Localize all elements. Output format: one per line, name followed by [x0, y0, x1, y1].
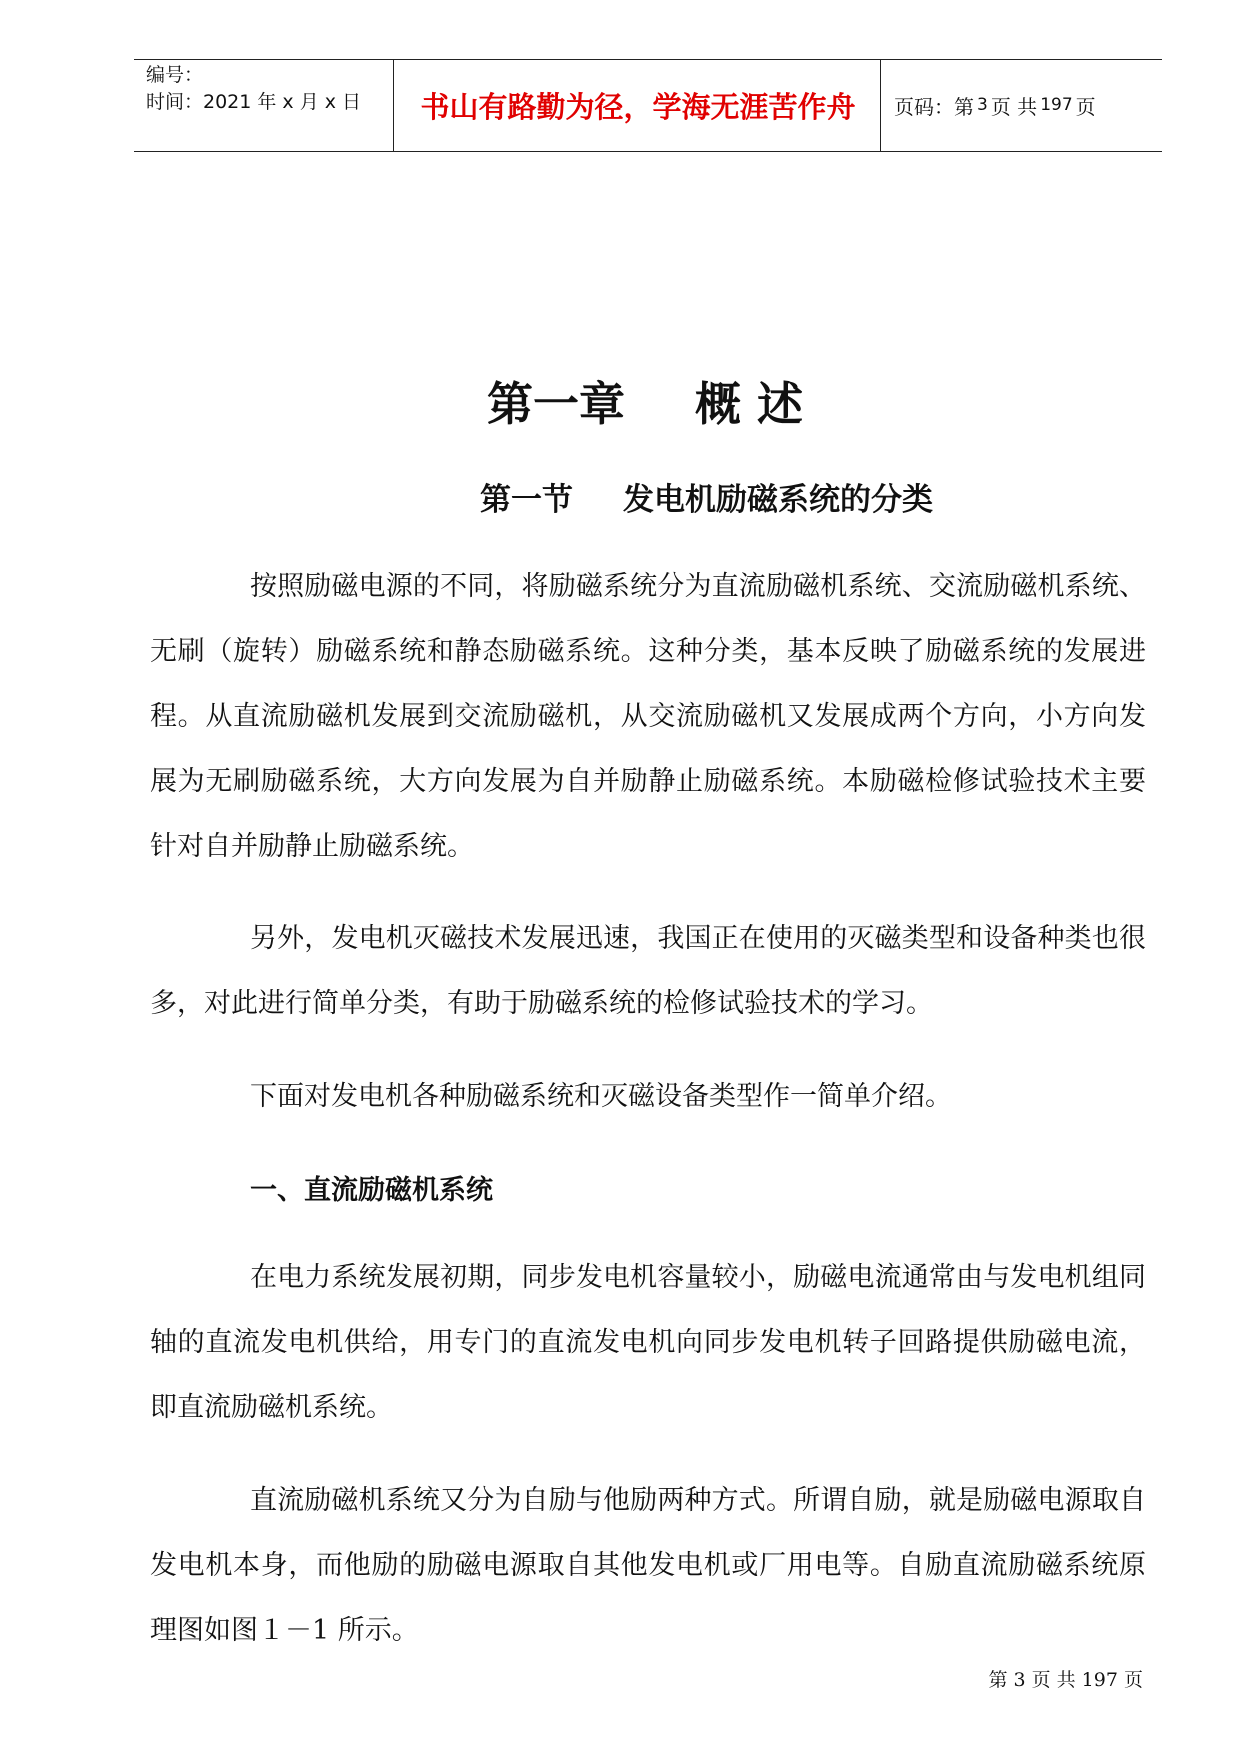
header-divider-right — [880, 59, 881, 151]
header-divider-left — [393, 59, 394, 151]
page-mid: 页 共 — [990, 94, 1038, 119]
body-paragraph: 按照励磁电源的不同，将励磁系统分为直流励磁机系统、交流励磁机系统、无刷（旋转）励磁系统和静态励磁系统。这种分类，基本反映了励磁系统的发展进程。从直流励磁机发展到交流励磁机，从交流励磁机又发展成两个方向，小方向发展为无刷励磁系统，大方向发展为自并励静止励磁系统。本励磁检修试验技术主要针对自并励静止励磁系统。 — [150, 571, 1146, 862]
page-total: 197 — [1040, 95, 1073, 115]
serial-number-label: 编号： — [146, 64, 204, 86]
page-prefix: 页码：第 — [894, 94, 974, 119]
time-label: 时间：2021 年 x 月 x 日 — [146, 91, 362, 113]
section-heading — [480, 474, 933, 519]
body-paragraph: 在电力系统发展初期，同步发电机容量较小，励磁电流通常由与发电机组同轴的直流发电机供给，用专门的直流发电机向同步发电机转子回路提供励磁电流，即直流励磁机系统。 — [150, 1262, 1146, 1423]
header-motto: 书山有路勤为径，学海无涯苦作舟 — [420, 89, 856, 124]
header-meta — [146, 62, 361, 116]
section-number: 第一节 — [480, 482, 573, 518]
body-paragraph: 直流励磁机系统又分为自励与他励两种方式。所谓自励，就是励磁电源取自发电机本身，而他励的励磁电源取自其他发电机或厂用电等。自励直流励磁系统原理图如图１－1 所示。 — [150, 1485, 1146, 1646]
section-title: 发电机励磁系统的分类 — [623, 482, 933, 518]
body-paragraph: 下面对发电机各种励磁系统和灭磁设备类型作一简单介绍。 — [250, 1081, 952, 1112]
chapter-number: 第一章 — [486, 377, 625, 431]
chapter-heading — [0, 368, 1241, 434]
page-footer: 第 3 页 共 197 页 — [988, 1669, 1143, 1691]
chapter-title: 概 述 — [694, 377, 803, 431]
header-bottom-rule — [134, 151, 1162, 152]
page-number: 3 — [977, 95, 988, 115]
subsection-heading: 一、直流励磁机系统 — [250, 1175, 493, 1206]
header-page-info — [894, 59, 1096, 151]
body-paragraph: 另外，发电机灭磁技术发展迅速，我国正在使用的灭磁类型和设备种类也很多，对此进行简单分类，有助于励磁系统的检修试验技术的学习。 — [150, 923, 1146, 1019]
page-suffix: 页 — [1075, 94, 1096, 119]
